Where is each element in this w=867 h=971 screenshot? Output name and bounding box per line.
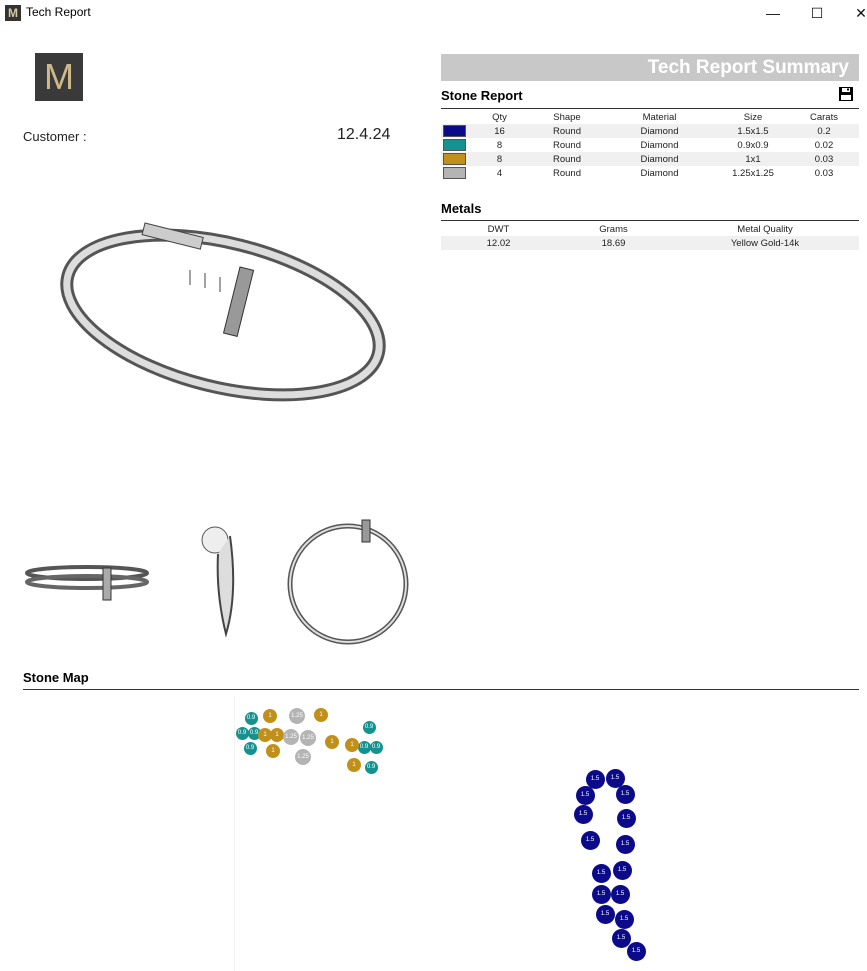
divider	[441, 108, 859, 109]
qty-value: 8	[467, 152, 532, 166]
qty-value: 4	[496, 167, 503, 179]
table-row	[441, 124, 859, 138]
stone-report-table	[441, 110, 859, 180]
size-value: 0.9x0.9	[737, 139, 769, 151]
stone-marker: 1.5	[606, 769, 625, 788]
stone-marker: 0.9	[236, 727, 249, 740]
stone-marker: 1.5	[596, 905, 615, 924]
col-size: Size	[743, 111, 763, 123]
stone-marker: 0.9	[245, 712, 258, 725]
carats-value: 0.03	[814, 167, 834, 179]
stone-marker: 1.5	[592, 864, 611, 883]
stone-marker: 1.5	[586, 770, 605, 789]
table-row	[441, 152, 859, 166]
col-grams: Grams	[599, 223, 628, 235]
metals-table	[441, 222, 859, 250]
col-carats: Carats	[810, 111, 838, 123]
stone-marker: 1	[258, 728, 272, 742]
stone-marker: 1.5	[612, 929, 631, 948]
dwt-value: 12.02	[441, 236, 556, 250]
stone-marker: 1.5	[616, 835, 635, 854]
stone-marker: 1.5	[576, 786, 595, 805]
col-material: Material	[642, 111, 677, 123]
stone-marker: 0.9	[358, 741, 371, 754]
stone-marker: 1.25	[289, 708, 305, 724]
carats-value: 0.02	[814, 139, 834, 151]
size-value: 1x1	[717, 152, 789, 166]
maximize-button[interactable]: ☐	[810, 5, 824, 21]
table-row	[441, 236, 859, 250]
stone-marker: 0.9	[365, 761, 378, 774]
col-shape: Shape	[553, 111, 581, 123]
stone-marker: 1	[266, 744, 280, 758]
report-date: 12.4.24	[337, 126, 391, 143]
top-view-image	[285, 518, 413, 646]
metals-title: Metals	[441, 201, 482, 216]
shape-value: Round	[553, 167, 581, 179]
metal-quality-value: Yellow Gold-14k	[671, 236, 859, 250]
front-view-image	[198, 524, 243, 639]
material-value: Diamond	[602, 152, 717, 166]
stone-marker: 1	[314, 708, 328, 722]
stone-marker: 1.5	[617, 809, 636, 828]
table-row	[441, 138, 859, 152]
company-logo: M	[35, 53, 83, 101]
size-value: 1.5x1.5	[717, 124, 789, 138]
stone-marker: 0.9	[244, 742, 257, 755]
stone-marker: 1.5	[613, 861, 632, 880]
stone-marker: 1	[270, 728, 284, 742]
carats-value: 0.2	[789, 124, 859, 138]
stone-marker: 1	[347, 758, 361, 772]
qty-value: 16	[467, 124, 532, 138]
app-icon: M	[5, 5, 21, 21]
stone-marker: 1	[345, 738, 359, 752]
stone-marker: 0.9	[363, 721, 376, 734]
title-bar	[0, 0, 867, 26]
size-value: 1.25x1.25	[732, 167, 774, 179]
col-dwt: DWT	[487, 223, 510, 235]
stone-marker: 1.5	[611, 885, 630, 904]
col-qty: Qty	[492, 111, 507, 123]
stone-marker: 1.5	[627, 942, 646, 961]
stone-map-title: Stone Map	[23, 670, 89, 685]
stone-marker: 1.25	[295, 749, 311, 765]
stone-marker: 1	[325, 735, 339, 749]
stone-marker: 1.5	[592, 885, 611, 904]
close-button[interactable]: ✕	[855, 5, 867, 21]
stone-report-title: Stone Report	[441, 88, 523, 103]
divider	[234, 696, 235, 971]
customer-label: Customer :	[23, 129, 87, 144]
save-icon[interactable]	[838, 86, 854, 102]
side-view-image	[25, 558, 150, 603]
color-swatch	[441, 166, 467, 180]
color-swatch	[441, 138, 467, 152]
minimize-button[interactable]: —	[766, 5, 780, 21]
material-value: Diamond	[602, 124, 717, 138]
stone-marker: 1	[263, 709, 277, 723]
col-metal-quality: Metal Quality	[737, 223, 793, 235]
shape-value: Round	[532, 152, 602, 166]
stone-marker: 1.5	[574, 805, 593, 824]
carats-value: 0.03	[789, 152, 859, 166]
main-product-image	[55, 215, 395, 415]
divider	[23, 689, 859, 690]
table-row	[441, 166, 859, 180]
color-swatch	[441, 124, 467, 138]
qty-value: 8	[496, 139, 503, 151]
grams-value: 18.69	[556, 236, 671, 250]
material-value: Diamond	[640, 139, 679, 151]
shape-value: Round	[532, 124, 602, 138]
stone-marker: 1.5	[581, 831, 600, 850]
stone-marker: 1.25	[283, 729, 299, 745]
stone-marker: 0.9	[248, 727, 261, 740]
stone-marker: 1.5	[616, 785, 635, 804]
shape-value: Round	[553, 139, 581, 151]
stone-marker: 1.5	[615, 910, 634, 929]
stone-marker: 0.9	[370, 741, 383, 754]
summary-banner: Tech Report Summary	[441, 54, 859, 81]
window-title: Tech Report	[26, 5, 91, 19]
divider	[441, 220, 859, 221]
stone-marker: 1.25	[300, 730, 316, 746]
color-swatch	[441, 152, 467, 166]
material-value: Diamond	[640, 167, 679, 179]
